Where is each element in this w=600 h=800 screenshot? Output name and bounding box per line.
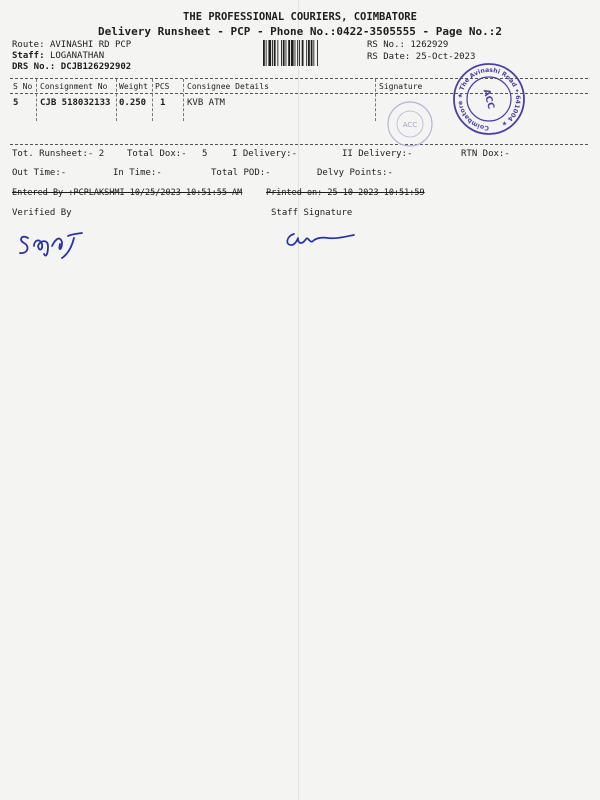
i-delivery: I Delivery:- xyxy=(232,149,298,159)
rs-date-label: RS Date: xyxy=(367,52,411,62)
rs-no-label: RS No.: xyxy=(367,40,405,50)
row-weight: 0.250 xyxy=(119,98,147,108)
verifier-signature xyxy=(12,224,92,264)
row-sno: 5 xyxy=(13,98,19,108)
route-label: Route: xyxy=(12,40,45,50)
route-value: AVINASHI RD PCP xyxy=(49,40,132,50)
column-header-pcs: PCS xyxy=(155,82,170,91)
rs-date-value: 25-Oct-2023 xyxy=(415,52,476,62)
row-pcs: 1 xyxy=(160,98,166,108)
total-dox-value: 5 xyxy=(202,149,208,159)
staff-value: LOGANATHAN xyxy=(49,51,105,61)
staff-line xyxy=(12,51,104,61)
entered-by: Entered By :PCPLAKSHMI 10/25/2023 10:51:55 AM xyxy=(12,188,243,198)
column-header-sno: S No xyxy=(13,82,33,91)
printed-on: Printed on: 25 10 2023 10:51:59 xyxy=(266,188,425,198)
verified-by-label: Verified By xyxy=(12,208,72,218)
row-consignment: CJB 518032133 xyxy=(40,98,111,108)
stamp-center-text: ACC xyxy=(480,88,496,111)
rs-date-line xyxy=(367,52,475,62)
staff-label: Staff: xyxy=(12,51,45,61)
drs-line xyxy=(12,62,131,72)
runsheet-title: Delivery Runsheet - PCP - Phone No.:0422-3505555 - Page No.:2 xyxy=(98,25,502,38)
delvy-points: Delvy Points:- xyxy=(317,168,393,178)
table-bottom-rule xyxy=(10,144,588,145)
staff-signature xyxy=(282,226,362,250)
total-pod: Total POD:- xyxy=(211,168,271,178)
company-title: THE PROFESSIONAL COURIERS, COIMBATORE xyxy=(183,11,417,23)
drs-label: DRS No.: xyxy=(12,62,56,72)
column-divider xyxy=(116,79,117,121)
stamp-ring-text: Coimbatore ★ The Avinashi Road • 641004 ★ xyxy=(456,66,522,132)
column-divider xyxy=(375,79,376,121)
column-divider xyxy=(152,79,153,121)
total-dox-label: Total Dox:- xyxy=(127,149,187,159)
faint-stamp xyxy=(385,99,435,149)
rtn-dox: RTN Dox:- xyxy=(461,149,510,159)
column-header-signature: Signature xyxy=(379,82,423,91)
column-divider xyxy=(183,79,184,121)
company-stamp xyxy=(452,62,526,136)
column-header-consignee: Consignee Details xyxy=(187,82,269,91)
route-line xyxy=(12,40,131,50)
in-time: In Time:- xyxy=(113,168,162,178)
rs-no-value: 1262929 xyxy=(410,40,449,50)
drs-value: DCJB126292902 xyxy=(60,62,132,72)
ii-delivery: II Delivery:- xyxy=(342,149,413,159)
staff-signature-label: Staff Signature xyxy=(271,208,353,218)
column-header-consignment: Consignment No xyxy=(40,82,108,91)
row-consignee: KVB ATM xyxy=(187,98,225,108)
page-fold xyxy=(298,0,299,800)
barcode xyxy=(262,40,360,66)
column-divider xyxy=(36,79,37,121)
out-time: Out Time:- xyxy=(12,168,67,178)
rs-no-line xyxy=(367,40,448,50)
column-header-weight: Weight xyxy=(119,82,148,91)
faint-stamp-text: ACC xyxy=(402,121,418,129)
total-runsheet: Tot. Runsheet:- 2 xyxy=(12,149,105,159)
